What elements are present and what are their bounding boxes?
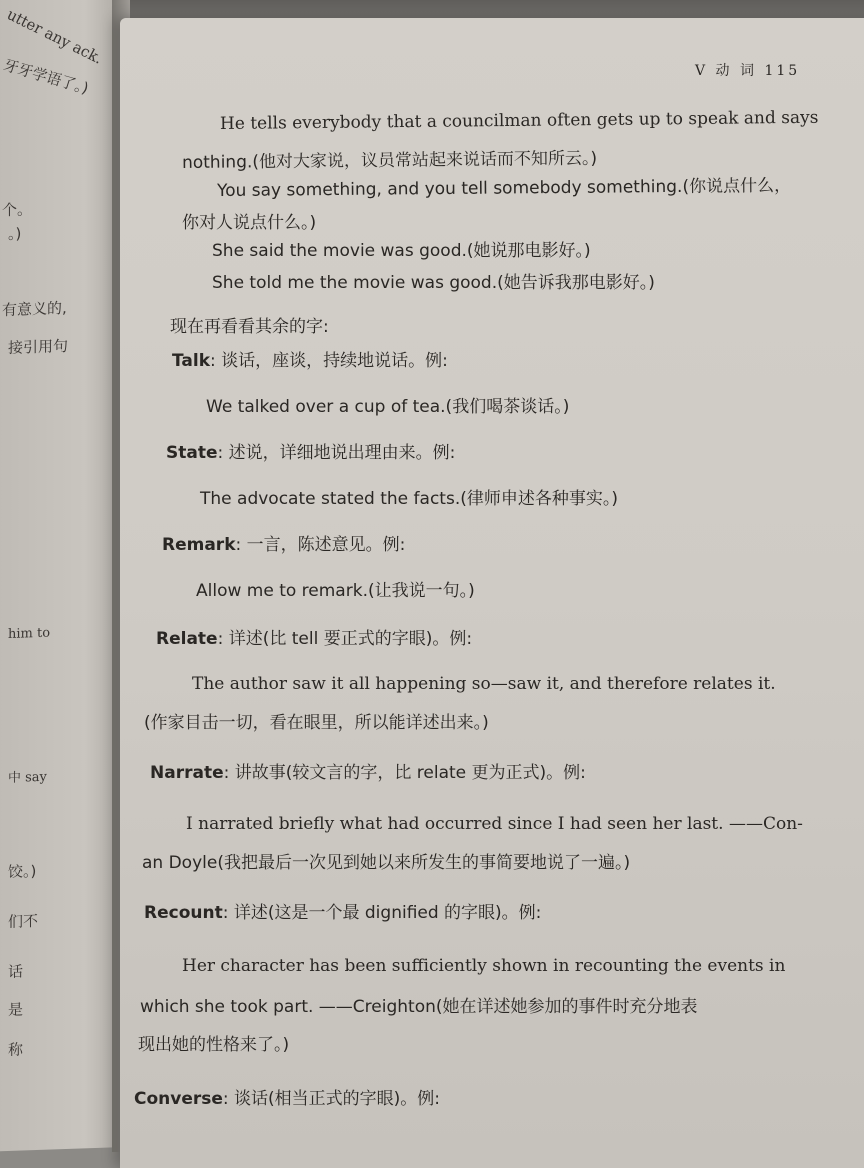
entry-example: The author saw it all happening so—saw it, and therefore relates it.: [192, 674, 776, 694]
body-line: nothing.(他对大家说，议员常站起来说话而不知所云。): [181, 148, 598, 173]
left-fragment: 个。: [2, 200, 33, 220]
entry-definition: : 谈话，座谈，持续地说话。例:: [210, 351, 448, 371]
body-line: She said the movie was good.(她说那电影好。): [212, 241, 591, 261]
entry-relate: [156, 624, 472, 649]
entry-example: Her character has been sufficiently shown in recounting the events in: [182, 956, 786, 976]
entry-remark: [162, 530, 405, 555]
entry-definition: : 谈话(相当正式的字眼)。例:: [222, 1089, 441, 1109]
entry-term: Narrate: [150, 763, 224, 783]
body-line: You say something, and you tell somebody something.(你说点什么，: [216, 175, 792, 201]
entry-converse: [134, 1084, 440, 1109]
entry-example: which she took part. ——Creighton(她在详述她参加的事件时充分地表: [140, 997, 698, 1017]
entry-term: State: [166, 443, 218, 463]
entry-definition: : 详述(比 tell 要正式的字眼)。例:: [217, 629, 473, 649]
left-fragment: 。): [8, 224, 22, 244]
left-fragment: 话: [8, 962, 24, 982]
left-fragment: 中 say: [8, 769, 47, 787]
running-header: [695, 60, 800, 80]
left-fragment: 接引用句: [8, 336, 69, 358]
entry-example: I narrated briefly what had occurred since I had seen her last. ——Con-: [186, 814, 803, 834]
left-fragment: 有意义的,: [2, 298, 67, 320]
entry-example: 现出她的性格来了。): [138, 1035, 290, 1055]
entry-example: (作家目击一切，看在眼里，所以能详述出来。): [144, 713, 489, 733]
body-line: She told me the movie was good.(她告诉我那电影好。): [212, 273, 655, 293]
entry-term: Relate: [156, 629, 218, 649]
page-number: 115: [764, 63, 801, 79]
entry-example: The advocate stated the facts.(律师申述各种事实。): [200, 489, 618, 509]
entry-example: an Doyle(我把最后一次见到她以来所发生的事简要地说了一遍。): [142, 853, 631, 873]
left-fragment: 牙牙学语了。): [1, 55, 91, 98]
entry-term: Converse: [134, 1089, 223, 1109]
left-fragment: 称: [8, 1040, 24, 1060]
left-fragment: 们不: [8, 911, 39, 932]
left-fragment: him to: [8, 625, 51, 643]
left-fragment: utter any ack.: [3, 5, 106, 68]
book-page: [120, 18, 864, 1168]
left-fragment: 饺。): [8, 862, 37, 882]
entry-example: Allow me to remark.(让我说一句。): [196, 581, 475, 601]
entry-recount: [144, 898, 541, 923]
entry-state: [166, 438, 455, 463]
left-page: [0, 0, 130, 1152]
section-intro: 现在再看看其余的字:: [170, 317, 329, 337]
entry-example: We talked over a cup of tea.(我们喝茶谈话。): [206, 397, 570, 417]
left-fragment: 是: [8, 1000, 24, 1020]
body-line: He tells everybody that a councilman often gets up to speak and says: [219, 107, 819, 134]
entry-definition: : 述说，详细地说出理由来。例:: [217, 443, 456, 463]
body-line: 你对人说点什么。): [182, 213, 317, 233]
entry-term: Recount: [144, 903, 223, 923]
entry-talk: [172, 346, 448, 371]
entry-definition: : 详述(这是一个最 dignified 的字眼)。例:: [222, 903, 542, 923]
entry-definition: : 讲故事(较文言的字，比 relate 更为正式)。例:: [223, 763, 586, 783]
entry-narrate: [150, 758, 586, 783]
chapter-title: V 动 词: [695, 63, 758, 79]
entry-term: Remark: [162, 535, 236, 555]
entry-definition: : 一言，陈述意见。例:: [235, 535, 406, 555]
entry-term: Talk: [172, 351, 211, 371]
